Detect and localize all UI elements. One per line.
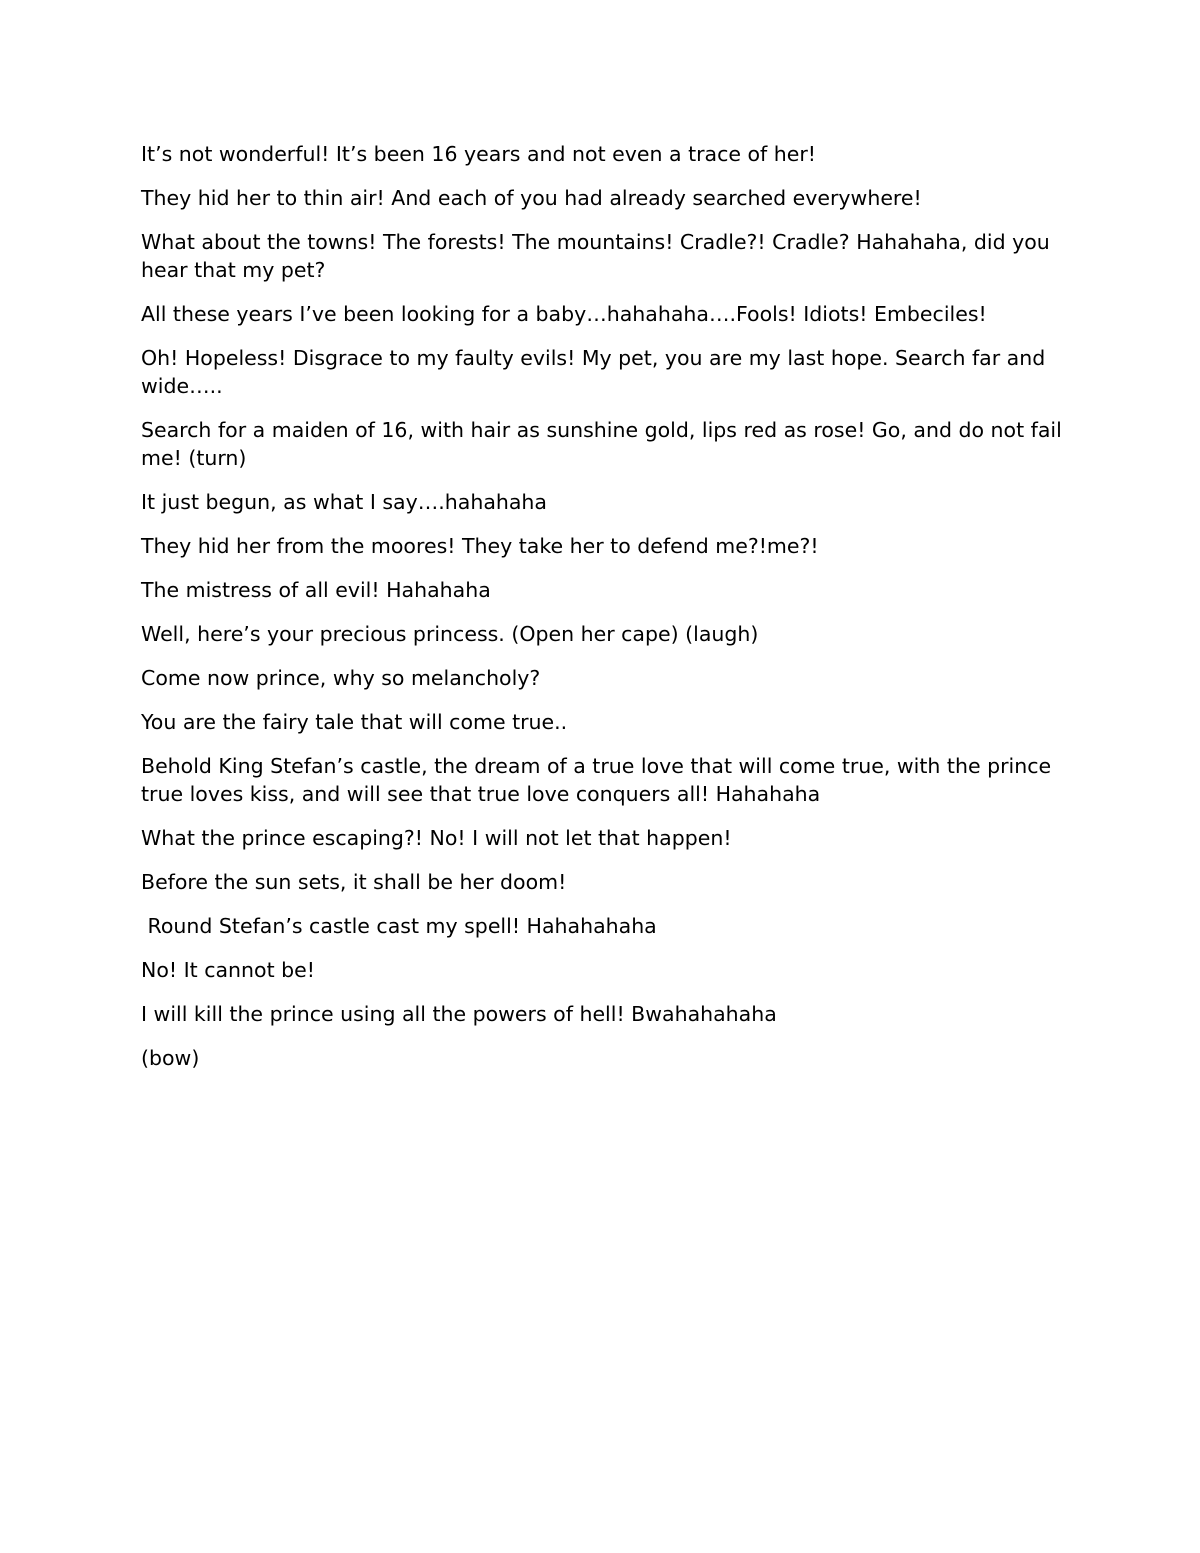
text-line: (bow) bbox=[141, 1046, 200, 1070]
document-body bbox=[141, 140, 1071, 1088]
text-line: Well, here’s your precious princess. (Open her cape) (laugh) bbox=[141, 622, 759, 646]
text-line: Behold King Stefan’s castle, the dream of a true love that will come true, with the prince true loves kiss, and will see that true love conquers all! Hahahaha bbox=[141, 754, 1058, 806]
text-line: What the prince escaping?! No! I will not let that happen! bbox=[141, 826, 732, 850]
text-line: The mistress of all evil! Hahahaha bbox=[141, 578, 491, 602]
text-line: What about the towns! The forests! The mountains! Cradle?! Cradle? Hahahaha, did you hear that my pet? bbox=[141, 230, 1057, 282]
text-line: No! It cannot be! bbox=[141, 958, 315, 982]
text-line: You are the fairy tale that will come true.. bbox=[141, 710, 568, 734]
text-line: They hid her from the moores! They take her to defend me?!me?! bbox=[141, 534, 819, 558]
text-line: Before the sun sets, it shall be her doom! bbox=[141, 870, 567, 894]
text-line: It just begun, as what I say….hahahaha bbox=[141, 490, 547, 514]
text-line: Come now prince, why so melancholy? bbox=[141, 666, 541, 690]
text-line: I will kill the prince using all the powers of hell! Bwahahahaha bbox=[141, 1002, 777, 1026]
text-line: Search for a maiden of 16, with hair as sunshine gold, lips red as rose! Go, and do not fail me! (turn) bbox=[141, 418, 1069, 470]
text-line: They hid her to thin air! And each of you had already searched everywhere! bbox=[141, 186, 922, 210]
text-line: Round Stefan’s castle cast my spell! Hahahahaha bbox=[141, 914, 657, 938]
text-line: All these years I’ve been looking for a baby…hahahaha….Fools! Idiots! Embeciles! bbox=[141, 302, 987, 326]
text-line: Oh! Hopeless! Disgrace to my faulty evils! My pet, you are my last hope. Search far and wide….. bbox=[141, 346, 1052, 398]
text-line: It’s not wonderful! It’s been 16 years and not even a trace of her! bbox=[141, 142, 817, 166]
